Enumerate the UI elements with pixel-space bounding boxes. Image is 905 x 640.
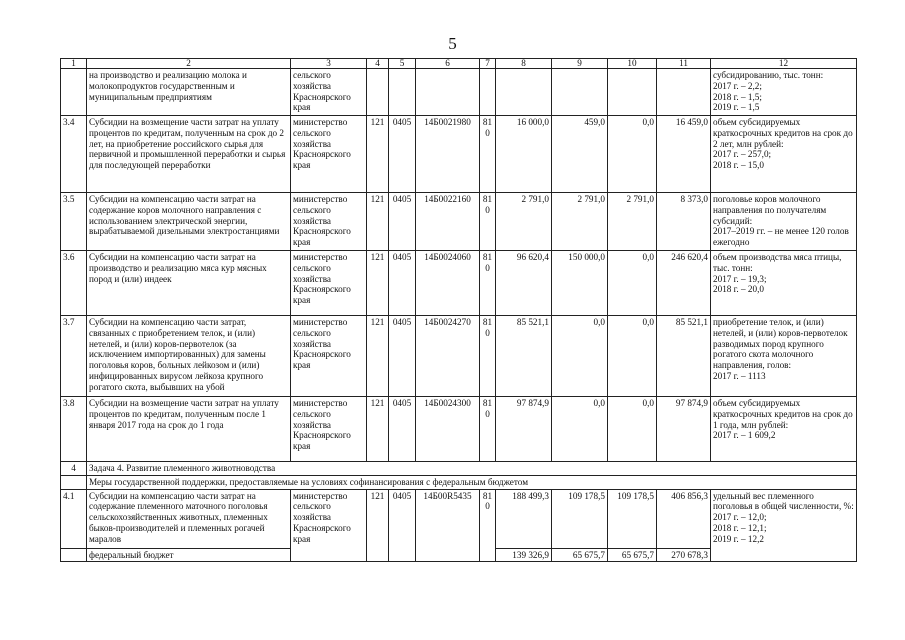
grbs-code: 121 bbox=[367, 397, 389, 462]
amount-2019: 109 178,5 bbox=[608, 489, 657, 548]
amount-total: 246 620,4 bbox=[657, 251, 711, 316]
table-row bbox=[61, 397, 857, 462]
executor: министерство сельского хозяйства Красноярского края bbox=[291, 489, 367, 562]
expected-result: объем субсидируемых краткосрочных кредитов на срок до 2 лет, млн рублей: 2017 г. – 257,0; 2018 г. – 15,0 bbox=[711, 116, 857, 193]
vr-code: 810 bbox=[480, 251, 496, 316]
amount-2017: 139 326,9 bbox=[496, 548, 552, 562]
amount-2018: 459,0 bbox=[552, 116, 608, 193]
measure-name: Субсидии на компенсацию части затрат на производство и реализацию мяса кур мясных пород и (или) индеек bbox=[87, 251, 291, 316]
rzpr-code: 0405 bbox=[389, 193, 416, 251]
vr-code: 810 bbox=[480, 193, 496, 251]
federal-budget-label: федеральный бюджет bbox=[87, 548, 291, 562]
header-cell: 3 bbox=[291, 59, 367, 69]
amount-2019: 65 675,7 bbox=[608, 548, 657, 562]
expected-result: приобретение телок, и (или) нетелей, и (или) коров-первотелок разводимых пород крупного рогатого скота молочного направления, голов: 2017 г. – 1113 bbox=[711, 316, 857, 397]
csr-code: 14Б0021980 bbox=[416, 116, 480, 193]
amount-2019: 2 791,0 bbox=[608, 193, 657, 251]
header-cell: 5 bbox=[389, 59, 416, 69]
measures-title: Меры государственной поддержки, предоставляемые на условиях софинансирования с федеральным бюджетом bbox=[87, 475, 857, 489]
vr-code: 810 bbox=[480, 116, 496, 193]
budget-table bbox=[60, 58, 857, 562]
amount-2018: 0,0 bbox=[552, 397, 608, 462]
header-cell: 6 bbox=[416, 59, 480, 69]
grbs-code: 121 bbox=[367, 489, 389, 562]
table-row bbox=[61, 116, 857, 193]
table-row bbox=[61, 489, 857, 548]
header-cell: 9 bbox=[552, 59, 608, 69]
header-cell: 7 bbox=[480, 59, 496, 69]
task-title: Задача 4. Развитие племенного животноводства bbox=[87, 462, 857, 476]
header-cell: 1 bbox=[61, 59, 87, 69]
header-cell: 4 bbox=[367, 59, 389, 69]
measure-name: Субсидии на возмещение части затрат на уплату процентов по кредитам, полученным после 1 января 2017 года на срок до 1 года bbox=[87, 397, 291, 462]
amount-2019: 0,0 bbox=[608, 116, 657, 193]
rzpr-code: 0405 bbox=[389, 489, 416, 562]
measure-name: Субсидии на возмещение части затрат на уплату процентов по кредитам, полученным на срок до 2 лет, на приобретение российского сырья для первичной и промышленной переработки и сырья для последующей переработки bbox=[87, 116, 291, 193]
header-cell: 8 bbox=[496, 59, 552, 69]
expected-result: субсидированию, тыс. тонн: 2017 г. – 2,2; 2018 г. – 1,5; 2019 г. – 1,5 bbox=[711, 69, 857, 116]
amount-2019: 0,0 bbox=[608, 251, 657, 316]
amount-2018: 65 675,7 bbox=[552, 548, 608, 562]
expected-result: поголовье коров молочного направления по получателям субсидий: 2017–2019 гг. – не менее 120 голов ежегодно bbox=[711, 193, 857, 251]
rzpr-code: 0405 bbox=[389, 397, 416, 462]
executor: сельского хозяйства Красноярского края bbox=[291, 69, 367, 116]
amount-2018: 2 791,0 bbox=[552, 193, 608, 251]
table-row bbox=[61, 316, 857, 397]
expected-result: объем субсидируемых краткосрочных кредитов на срок до 1 года, млн рублей: 2017 г. – 1 609,2 bbox=[711, 397, 857, 462]
amount-total: 16 459,0 bbox=[657, 116, 711, 193]
amount-total: 85 521,1 bbox=[657, 316, 711, 397]
amount-2017: 96 620,4 bbox=[496, 251, 552, 316]
amount-2019: 0,0 bbox=[608, 397, 657, 462]
amount-total: 8 373,0 bbox=[657, 193, 711, 251]
amount-total: 406 856,3 bbox=[657, 489, 711, 548]
measures-row bbox=[61, 475, 857, 489]
header-cell: 12 bbox=[711, 59, 857, 69]
grbs-code: 121 bbox=[367, 193, 389, 251]
executor: министерство сельского хозяйства Красноярского края bbox=[291, 251, 367, 316]
row-number: 3.7 bbox=[61, 316, 87, 397]
executor: министерство сельского хозяйства Красноярского края bbox=[291, 116, 367, 193]
header-cell: 11 bbox=[657, 59, 711, 69]
row-number: 3.4 bbox=[61, 116, 87, 193]
expected-result: объем производства мяса птицы, тыс. тонн: 2017 г. – 19,3; 2018 г. – 20,0 bbox=[711, 251, 857, 316]
measure-name: Субсидии на компенсацию части затрат на содержание племенного маточного поголовья сельскохозяйственных животных, племенных быков-производителей и племенных рогачей маралов bbox=[87, 489, 291, 548]
header-row bbox=[61, 59, 857, 69]
amount-2017: 85 521,1 bbox=[496, 316, 552, 397]
amount-2018: 150 000,0 bbox=[552, 251, 608, 316]
measure-name: Субсидии на компенсацию части затрат на содержание коров молочного направления с использованием электрической энергии, вырабатываемой дизельными электростанциями bbox=[87, 193, 291, 251]
row-number: 4 bbox=[61, 462, 87, 476]
header-cell: 2 bbox=[87, 59, 291, 69]
row-number: 3.6 bbox=[61, 251, 87, 316]
vr-code: 810 bbox=[480, 397, 496, 462]
csr-code: 14Б0024270 bbox=[416, 316, 480, 397]
measure-name: на производство и реализацию молока и молокопродуктов государственным и муниципальным предприятиям bbox=[87, 69, 291, 116]
row-number: 3.5 bbox=[61, 193, 87, 251]
vr-code: 810 bbox=[480, 316, 496, 397]
rzpr-code: 0405 bbox=[389, 116, 416, 193]
executor: министерство сельского хозяйства Красноярского края bbox=[291, 316, 367, 397]
amount-2017: 16 000,0 bbox=[496, 116, 552, 193]
amount-2019: 0,0 bbox=[608, 316, 657, 397]
grbs-code: 121 bbox=[367, 251, 389, 316]
table-row bbox=[61, 251, 857, 316]
executor: министерство сельского хозяйства Красноярского края bbox=[291, 397, 367, 462]
amount-total: 97 874,9 bbox=[657, 397, 711, 462]
csr-code: 14Б0022160 bbox=[416, 193, 480, 251]
csr-code: 14Б00R5435 bbox=[416, 489, 480, 562]
amount-2018: 109 178,5 bbox=[552, 489, 608, 548]
amount-total: 270 678,3 bbox=[657, 548, 711, 562]
rzpr-code: 0405 bbox=[389, 251, 416, 316]
grbs-code: 121 bbox=[367, 316, 389, 397]
measure-name: Субсидии на компенсацию части затрат, связанных с приобретением телок, и (или) нетелей, и (или) коров-первотелок (за исключением импортированных) для замены поголовья коров, больных лейкозом и (или) инфицированных вирусом лейкоза крупного рогатого скота, выбывших на убой bbox=[87, 316, 291, 397]
row-number bbox=[61, 69, 87, 116]
row-number: 4.1 bbox=[61, 489, 87, 548]
row-number: 3.8 bbox=[61, 397, 87, 462]
header-cell: 10 bbox=[608, 59, 657, 69]
expected-result: удельный вес племенного поголовья в общей численности, %: 2017 г. – 12,0; 2018 г. – 12,1; 2019 г. – 12,2 bbox=[711, 489, 857, 562]
task-row bbox=[61, 462, 857, 476]
executor: министерство сельского хозяйства Красноярского края bbox=[291, 193, 367, 251]
csr-code: 14Б0024300 bbox=[416, 397, 480, 462]
table-row bbox=[61, 193, 857, 251]
vr-code: 810 bbox=[480, 489, 496, 562]
amount-2017: 188 499,3 bbox=[496, 489, 552, 548]
table-row bbox=[61, 69, 857, 116]
amount-2017: 97 874,9 bbox=[496, 397, 552, 462]
amount-2017: 2 791,0 bbox=[496, 193, 552, 251]
amount-2018: 0,0 bbox=[552, 316, 608, 397]
csr-code: 14Б0024060 bbox=[416, 251, 480, 316]
rzpr-code: 0405 bbox=[389, 316, 416, 397]
grbs-code: 121 bbox=[367, 116, 389, 193]
page-number: 5 bbox=[448, 34, 457, 53]
